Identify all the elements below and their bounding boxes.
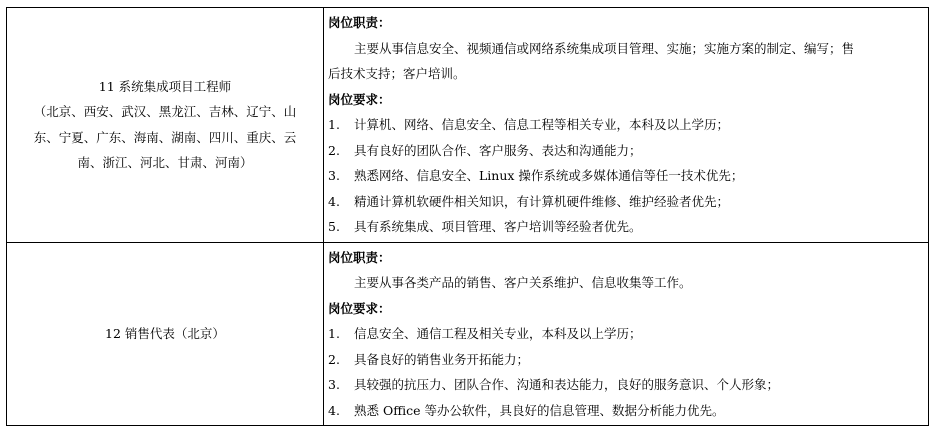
requirement-number: 4. <box>328 193 340 209</box>
requirement-text: 熟悉 Office 等办公软件，具良好的信息管理、数据分析能力优先。 <box>354 402 725 418</box>
requirement-item <box>328 138 922 164</box>
duties-heading: 岗位职责： <box>328 249 391 265</box>
requirement-text: 具有系统集成、项目管理、客户培训等经验者优先。 <box>354 219 642 234</box>
duties-heading: 岗位职责： <box>328 15 391 30</box>
requirement-item <box>328 163 922 189</box>
job-table <box>6 7 929 426</box>
requirement-number: 2. <box>328 142 340 158</box>
description-cell <box>324 242 929 426</box>
requirement-text: 具备良好的销售业务开拓能力； <box>354 351 530 367</box>
requirement-number: 3. <box>328 168 340 183</box>
requirement-number: 4. <box>328 402 340 418</box>
position-locations-line: 东、宁夏、广东、海南、湖南、四川、重庆、云 <box>33 129 297 145</box>
position-locations-line: 南、浙江、河北、甘肃、河南） <box>77 155 253 171</box>
requirement-number: 3. <box>328 377 340 392</box>
requirement-item <box>328 372 922 398</box>
requirement-number: 1. <box>328 326 340 341</box>
position-title: 11 系统集成项目工程师 <box>98 78 232 94</box>
requirement-number: 1. <box>328 117 340 132</box>
requirement-text: 信息安全、通信工程及相关专业，本科及以上学历； <box>354 326 642 341</box>
requirement-item <box>328 321 922 347</box>
requirements-heading: 岗位要求： <box>328 91 391 107</box>
duties-text: 主要从事各类产品的销售、客户关系维护、信息收集等工作。 <box>354 275 692 290</box>
requirement-item <box>328 214 922 240</box>
requirement-text: 具较强的抗压力、团队合作、沟通和表达能力，良好的服务意识、个人形象； <box>354 377 780 392</box>
requirement-item <box>328 347 922 373</box>
table-row <box>7 8 929 243</box>
position-title: 12 销售代表（北京） <box>105 326 225 341</box>
position-cell <box>7 242 324 426</box>
requirement-text: 熟悉网络、信息安全、Linux 操作系统或多媒体通信等任一技术优先； <box>354 168 744 183</box>
duties-text: 主要从事信息安全、视频通信或网络系统集成项目管理、实施；实施方案的制定、编写；售 <box>354 40 855 56</box>
position-locations-line: （北京、西安、武汉、黑龙江、吉林、辽宁、山 <box>33 104 297 120</box>
position-cell <box>7 8 324 243</box>
requirement-number: 2. <box>328 351 340 367</box>
requirement-item <box>328 189 922 215</box>
duties-text: 后技术支持；客户培训。 <box>328 66 466 81</box>
requirement-text: 计算机、网络、信息安全、信息工程等相关专业，本科及以上学历； <box>354 117 730 132</box>
requirement-text: 精通计算机软硬件相关知识，有计算机硬件维修、维护经验者优先； <box>354 193 730 209</box>
requirement-item <box>328 112 922 138</box>
requirement-text: 具有良好的团队合作、客户服务、表达和沟通能力； <box>354 142 642 158</box>
table-row <box>7 242 929 426</box>
description-cell <box>324 8 929 243</box>
requirements-heading: 岗位要求： <box>328 300 391 316</box>
requirement-item <box>328 398 922 424</box>
requirement-number: 5. <box>328 219 340 234</box>
